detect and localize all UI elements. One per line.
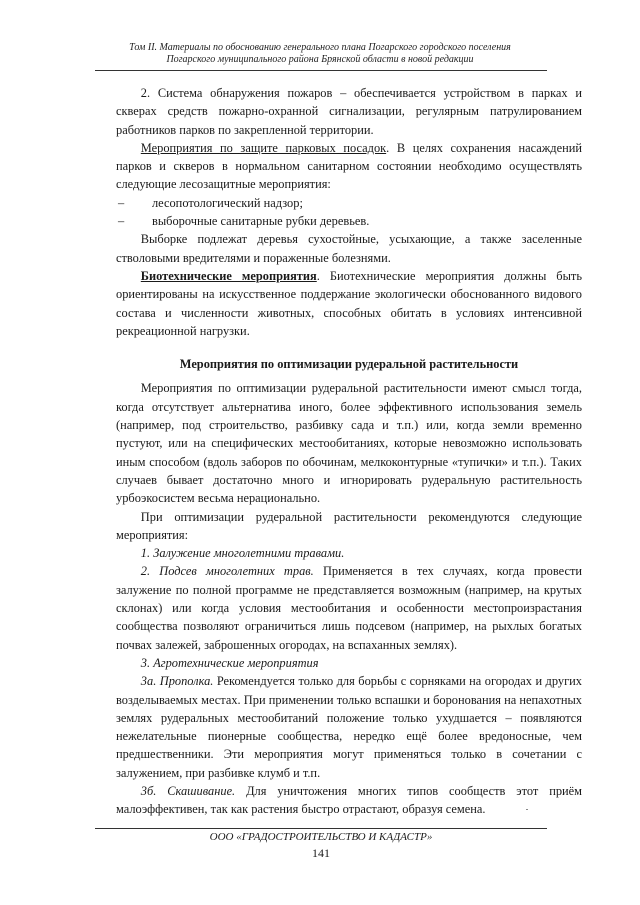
header-line-2: Погарского муниципального района Брянской области в новой редакции [166,54,474,65]
paragraph-ruderal-intro: Мероприятия по оптимизации рудеральной растительности имеют смысл тогда, когда отсутствует альтернатива иного, более эффективного использования земель (например, под строительство, разбивку сада и т.п.) или, когда земли временно пустуют, или на специфических местообитаниях, которые невозможно использовать иным способом (вдоль заборов по обочинам, мелкоконтурные «тупички» и т.п.). Таких случаев бывает достаточно много и игнорировать рудеральную растительность урбоэкосистем весьма нерационально. [116,381,582,506]
list-item [116,212,582,230]
biotechnical-title: Биотехнические мероприятия [140,268,317,283]
overseeding-text: Применяется в тех случаях, когда провести залужение по полной программе не представляется возможным (например, на крутых склонах) или когда условия местообитания и особенности местопроизрастания сообщества позволяют ограничиться лишь подсевом (например, на рыхлых богатых почвах залежей, заброшенных огородах, на вспаханных землях). [116,564,583,652]
running-header [95,42,545,66]
list-item-text: выборочные санитарные рубки деревьев. [152,214,370,229]
footer-divider [95,828,547,829]
weeding-text: Рекомендуется только для борьбы с сорняками на огородах и других возделываемых местах. При применении только вспашки и боронования на непахотных землях рудеральных местообитаний положение только ухудшается – появляются нежелательные пионерные сообщества, нередко ещё более вредоносные, чем предшественники. Эти мероприятия могут применяться только в сочетании с залужением, при разбивке клумб и т.п. [116,674,582,780]
document-body [116,84,582,819]
paragraph-recommendations: При оптимизации рудеральной растительности рекомендуются следующие мероприятия: [116,509,582,542]
item-grassing: 1. Залужение многолетними травами. [140,546,345,561]
header-line-1: Том II. Материалы по обоснованию генерального плана Погарского городского поселения [129,42,511,53]
dash-marker: – [118,195,125,210]
item-overseeding [116,562,582,653]
scan-speck [526,809,528,810]
list-item-text: лесопотологический надзор; [152,195,303,210]
footer-organization: ООО «ГРАДОСТРОИТЕЛЬСТВО И КАДАСТР» [209,831,433,843]
item-agrotechnical: 3. Агротехнические мероприятия [140,655,319,670]
section-heading: Мероприятия по оптимизации рудеральной растительности [179,357,519,372]
header-divider [95,70,547,71]
paragraph-park-protection [116,139,582,194]
item-weeding [116,672,582,782]
mowing-text: Для уничтожения многих типов сообществ этот приём малоэффективен, так как растения быстро отрастают, образуя семена. [116,783,583,817]
mowing-title: 3б. Скашивание. [140,783,236,798]
overseeding-title: 2. Подсев многолетних трав. [140,564,314,579]
item-mowing [116,782,582,819]
paragraph-tree-selection: Выборке подлежат деревья сухостойные, усыхающие, а также заселенные стволовыми вредителями и пораженные болезнями. [116,232,582,265]
page-number: 141 [312,846,330,860]
dash-marker: – [118,214,125,229]
paragraph-fire-detection: 2. Система обнаружения пожаров – обеспечивается устройством в парках и скверах средств пожарно-охранной сигнализации, регулярным патрулированием работников парков по закрепленной территории. [116,86,582,137]
weeding-title: 3а. Прополка. [140,674,214,689]
park-protection-text: . В целях сохранения насаждений парков и скверов в нормальном санитарном состоянии необходимо осуществлять следующие лесозащитные мероприятия: [116,140,582,192]
biotechnical-text: . Биотехнические мероприятия должны быть ориентированы на искусственное поддержание экологически обоснованного видового состава и численности животных, способных обитать в условиях интенсивной рекреационной нагрузки. [116,268,582,338]
list-item [116,194,582,212]
park-protection-title: Мероприятия по защите парковых посадок [140,140,387,155]
paragraph-biotechnical [116,267,582,340]
